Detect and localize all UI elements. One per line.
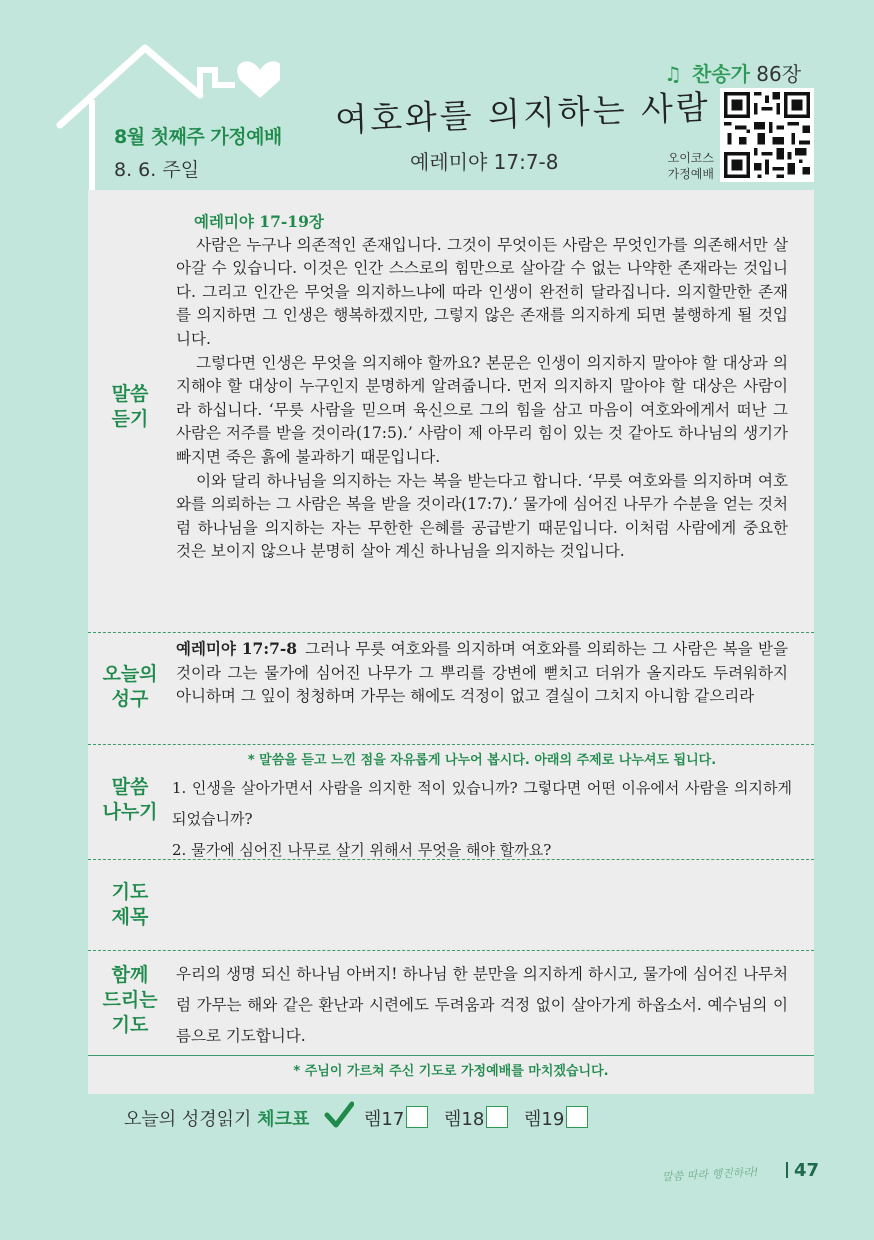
prayer-label — [88, 963, 172, 1038]
qr-code-icon[interactable] — [720, 88, 814, 182]
share-body — [172, 749, 792, 866]
checklist-item-label: 렘18 — [444, 1109, 485, 1130]
paragraph: 그렇다면 인생은 무엇을 의지해야 할까요? 본문은 인생이 의지하지 말아야 할 대상과 의지해야 할 대상이 누구인지 분명하게 알려줍니다. 먼저 의지하지 말아야 할 대상은 사람이라 하십니다. ‘무릇 사람을 믿으며 육신으로 그의 힘을 삼고 마음이 여호와에게서 떠난 그 사람은 저주를 받을 것이라(17:5).’ 사람이 제 아무리 힘이 있는 것 같아도 하나님의 생기가 빠지면 죽은 흙에 불과하기 때문입니다. — [176, 353, 788, 466]
checkbox[interactable] — [566, 1106, 588, 1128]
page-number — [786, 1160, 819, 1181]
checkbox[interactable] — [406, 1106, 428, 1128]
checkbox[interactable] — [486, 1106, 508, 1128]
hymn-label: 찬송가 — [691, 62, 750, 86]
label-line: 제목 — [111, 906, 149, 928]
question-item: 1. 인생을 살아가면서 사람을 의지한 적이 있습니까? 그렇다면 어떤 이유에서 사람을 의지하게 되었습니까? — [172, 778, 792, 828]
label-line: 듣기 — [111, 408, 149, 430]
checkmark-icon — [324, 1100, 354, 1130]
checklist-item-label: 렘17 — [364, 1109, 405, 1130]
label-line: 함께 — [111, 964, 149, 986]
verse-body — [176, 637, 788, 709]
checklist-label — [124, 1105, 309, 1131]
music-note-icon: ♫ — [664, 62, 682, 86]
share-label — [88, 775, 172, 825]
label-line: 오늘의 — [102, 663, 158, 685]
checklist-item[interactable] — [524, 1105, 588, 1131]
scripture-reference: 예레미야 17:7-8 — [410, 150, 559, 174]
label-line: 말씀 — [111, 383, 149, 405]
checklist-title: 오늘의 성경읽기 — [124, 1109, 252, 1130]
verse-label — [88, 662, 172, 712]
label-line: 말씀 — [111, 776, 149, 798]
label-line: 기도 — [111, 881, 149, 903]
listen-label — [88, 382, 172, 432]
page-number-value: 47 — [794, 1160, 820, 1181]
qr-caption-line: 오이코스 — [667, 151, 714, 165]
qr-caption-line: 가정예배 — [667, 167, 714, 181]
reading-range: 예레미야 17-19장 — [194, 212, 324, 231]
listen-section — [88, 190, 814, 633]
checklist-title-bold: 체크표 — [257, 1109, 310, 1130]
question-item: 2. 물가에 심어진 나무로 살기 위해서 무엇을 해야 할까요? — [172, 840, 552, 859]
checklist-item[interactable] — [444, 1105, 508, 1131]
verse-reference: 예레미야 17:7-8 — [176, 639, 298, 658]
prayer-section — [88, 951, 814, 1056]
label-line: 나누기 — [102, 801, 158, 823]
worship-card — [88, 190, 814, 1138]
paragraph: 이와 달리 하나님을 의지하는 자는 복을 받는다고 합니다. ‘무릇 여호와를 의지하며 여호와를 의뢰하는 그 사람은 복을 받을 것이라(17:7).’ 물가에 심어진 나무가 수분을 얻는 것처럼 하나님을 의지하는 자는 무한한 은혜를 공급받기 때문입니다. 이처럼 사람에게 중요한 것은 보이지 않으나 분명히 살아 계신 하나님을 의지하는 것입니다. — [176, 471, 788, 561]
label-line: 기도 — [111, 1014, 149, 1036]
checklist-item-label: 렘19 — [524, 1109, 565, 1130]
prayer-topic-label — [88, 880, 172, 930]
reading-checklist — [88, 1094, 814, 1138]
verse-text: 그러나 무릇 여호와를 의지하며 여호와를 의뢰하는 그 사람은 복을 받을 것이라 그는 물가에 심어진 나무가 그 뿌리를 강변에 뻗치고 더위가 올지라도 두려워하지 아니하며 그 잎이 청청하며 가무는 해에도 걱정이 없고 결실이 그치지 아니함 같으리라 — [176, 640, 788, 706]
label-line: 성구 — [111, 688, 149, 710]
worship-date: 8. 6. 주일 — [114, 159, 200, 181]
hymn-number: 86장 — [756, 62, 802, 86]
verse-section — [88, 633, 814, 745]
prayer-text: 우리의 생명 되신 하나님 아버지! 하나님 한 분만을 의지하게 하시고, 물가에 심어진 나무처럼 가무는 해와 같은 환난과 시련에도 두려움과 걱정 없이 살아가게 하옵소서. 예수님의 이름으로 기도합니다. — [176, 965, 788, 1045]
closing-note: * 주님이 가르쳐 주신 기도로 가정예배를 마치겠습니다. — [293, 1064, 609, 1079]
hymn-info — [664, 58, 801, 87]
checklist-item[interactable] — [364, 1105, 428, 1131]
prayer-topic-section — [88, 860, 814, 951]
week-label: 8월 첫째주 가정예배 — [114, 126, 282, 148]
share-instruction: * 말씀을 듣고 느낀 점을 자유롭게 나누어 봅시다. 아래의 주제로 나누셔도 됩니다. — [247, 753, 717, 768]
listen-body — [176, 210, 788, 564]
footer-tagline: 말씀 따라 행진하라! — [661, 1165, 759, 1184]
paragraph: 사람은 누구나 의존적인 존재입니다. 그것이 무엇이든 사람은 무엇인가를 의존해서만 살아갈 수 있습니다. 이것은 인간 스스로의 힘만으로 살아갈 수 없는 나약한 존재라는 것입니다. 그리고 인간은 무엇을 의지하느냐에 따라 인생이 완전히 달라집니다. 의지할만한 존재를 의지하면 그 인생은 행복하겠지만, 그렇지 않은 존재를 의지하게 되면 불행하게 될 것입니다. — [176, 235, 788, 348]
page-divider — [786, 1162, 788, 1178]
page-title: 여호와를 의지하는 사람 — [334, 87, 712, 140]
label-line: 드리는 — [102, 989, 158, 1011]
qr-caption — [650, 150, 714, 182]
share-section — [88, 745, 814, 860]
